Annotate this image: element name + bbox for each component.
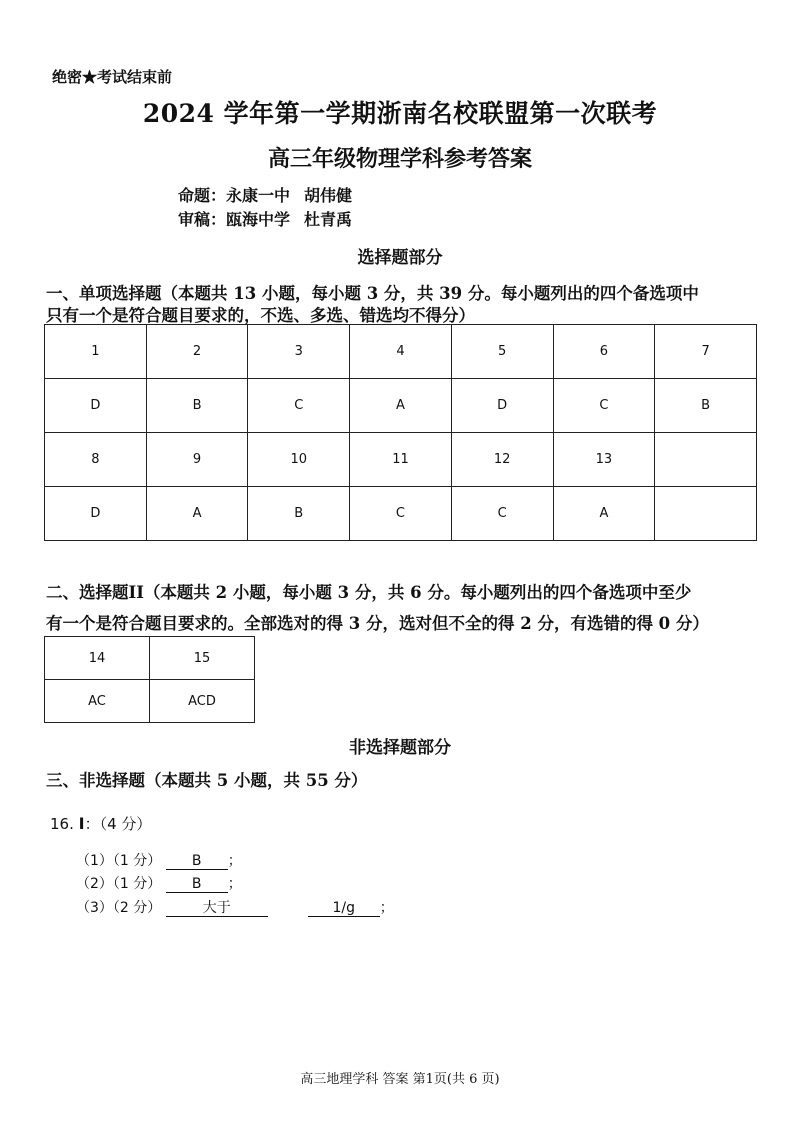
exam-subtitle: 高三年级物理学科参考答案	[267, 146, 532, 172]
table-cell: D	[45, 487, 147, 541]
q16-item-label: （2）（1 分）	[76, 876, 162, 892]
table-row	[45, 680, 255, 723]
author-label: 命题：	[178, 186, 227, 205]
table-row	[45, 379, 757, 433]
table-cell: B	[248, 487, 350, 541]
table-cell: D	[45, 379, 147, 433]
table-cell: 2	[146, 325, 248, 379]
table-row	[45, 325, 757, 379]
table-cell: 6	[553, 325, 655, 379]
table-row	[45, 487, 757, 541]
table-cell: 10	[248, 433, 350, 487]
question-number: 16.	[50, 815, 74, 833]
table-cell: AC	[45, 680, 150, 723]
table-cell: C	[451, 487, 553, 541]
q16-item-1	[76, 850, 242, 870]
table-row	[45, 433, 757, 487]
table-cell: A	[146, 487, 248, 541]
single-choice-answer-table	[44, 324, 757, 541]
non-choice-part-heading: 非选择题部分	[349, 738, 451, 758]
page-footer: 高三地理学科 答案 第1页(共 6 页)	[300, 1072, 500, 1087]
table-cell: 14	[45, 637, 150, 680]
table-cell: B	[146, 379, 248, 433]
q16-item-label: （3）（2 分）	[76, 900, 162, 916]
q16-item-2	[76, 873, 242, 893]
table-cell: ACD	[150, 680, 255, 723]
table-cell: C	[553, 379, 655, 433]
table-cell: 1	[45, 325, 147, 379]
q16-item-end: ；	[227, 876, 242, 892]
q16-item-answer: B	[166, 853, 228, 870]
question-16-header	[50, 813, 151, 834]
table-cell: C	[350, 487, 452, 541]
author-name: 胡伟健	[304, 186, 353, 205]
exam-title: 2024 学年第一学期浙南名校联盟第一次联考	[142, 99, 658, 128]
author-school: 永康一中	[226, 186, 291, 205]
table-cell: C	[248, 379, 350, 433]
question-points: ：（4 分）	[84, 815, 152, 833]
q16-item-answer: 大于	[166, 900, 268, 917]
table-cell: 8	[45, 433, 147, 487]
table-cell: 12	[451, 433, 553, 487]
reviewer-name: 杜青禹	[304, 210, 353, 229]
table-cell: 13	[553, 433, 655, 487]
section2-instructions-line2: 有一个是符合题目要求的。全部选对的得 3 分，选对但不全的得 2 分，有选错的得 0 分）	[46, 614, 709, 633]
table-cell: 11	[350, 433, 452, 487]
author-line	[178, 183, 352, 206]
table-cell: A	[350, 379, 452, 433]
question-part: Ⅰ	[78, 814, 85, 833]
section1-instructions-line2: 只有一个是符合题目要求的，不选、多选、错选均不得分）	[46, 306, 475, 325]
q16-item-end: ；	[379, 900, 394, 916]
q16-item-end: ；	[227, 853, 242, 869]
q16-item-3	[76, 897, 394, 917]
reviewer-line	[178, 207, 352, 230]
table-cell: 15	[150, 637, 255, 680]
reviewer-school: 瓯海中学	[226, 210, 291, 229]
confidential-label: 绝密★考试结束前	[52, 68, 173, 86]
q16-item-answer: B	[166, 876, 228, 893]
multi-choice-answer-table	[44, 636, 255, 723]
table-cell: 3	[248, 325, 350, 379]
section3-instructions: 三、非选择题（本题共 5 小题，共 55 分）	[46, 771, 368, 790]
table-cell: B	[655, 379, 757, 433]
table-cell: D	[451, 379, 553, 433]
table-cell: 9	[146, 433, 248, 487]
table-cell	[655, 487, 757, 541]
table-cell: 7	[655, 325, 757, 379]
table-cell	[655, 433, 757, 487]
reviewer-label: 审稿：	[178, 210, 227, 229]
table-row	[45, 637, 255, 680]
q16-item-label: （1）（1 分）	[76, 853, 162, 869]
table-cell: A	[553, 487, 655, 541]
choice-part-heading: 选择题部分	[357, 248, 443, 268]
section1-instructions-line1: 一、单项选择题（本题共 13 小题，每小题 3 分，共 39 分。每小题列出的四个备选项中	[46, 284, 699, 303]
section2-instructions-line1: 二、选择题II（本题共 2 小题，每小题 3 分，共 6 分。每小题列出的四个备选项中至少	[46, 583, 692, 602]
table-cell: 5	[451, 325, 553, 379]
q16-item-answer-2: 1/g	[308, 900, 380, 917]
table-cell: 4	[350, 325, 452, 379]
